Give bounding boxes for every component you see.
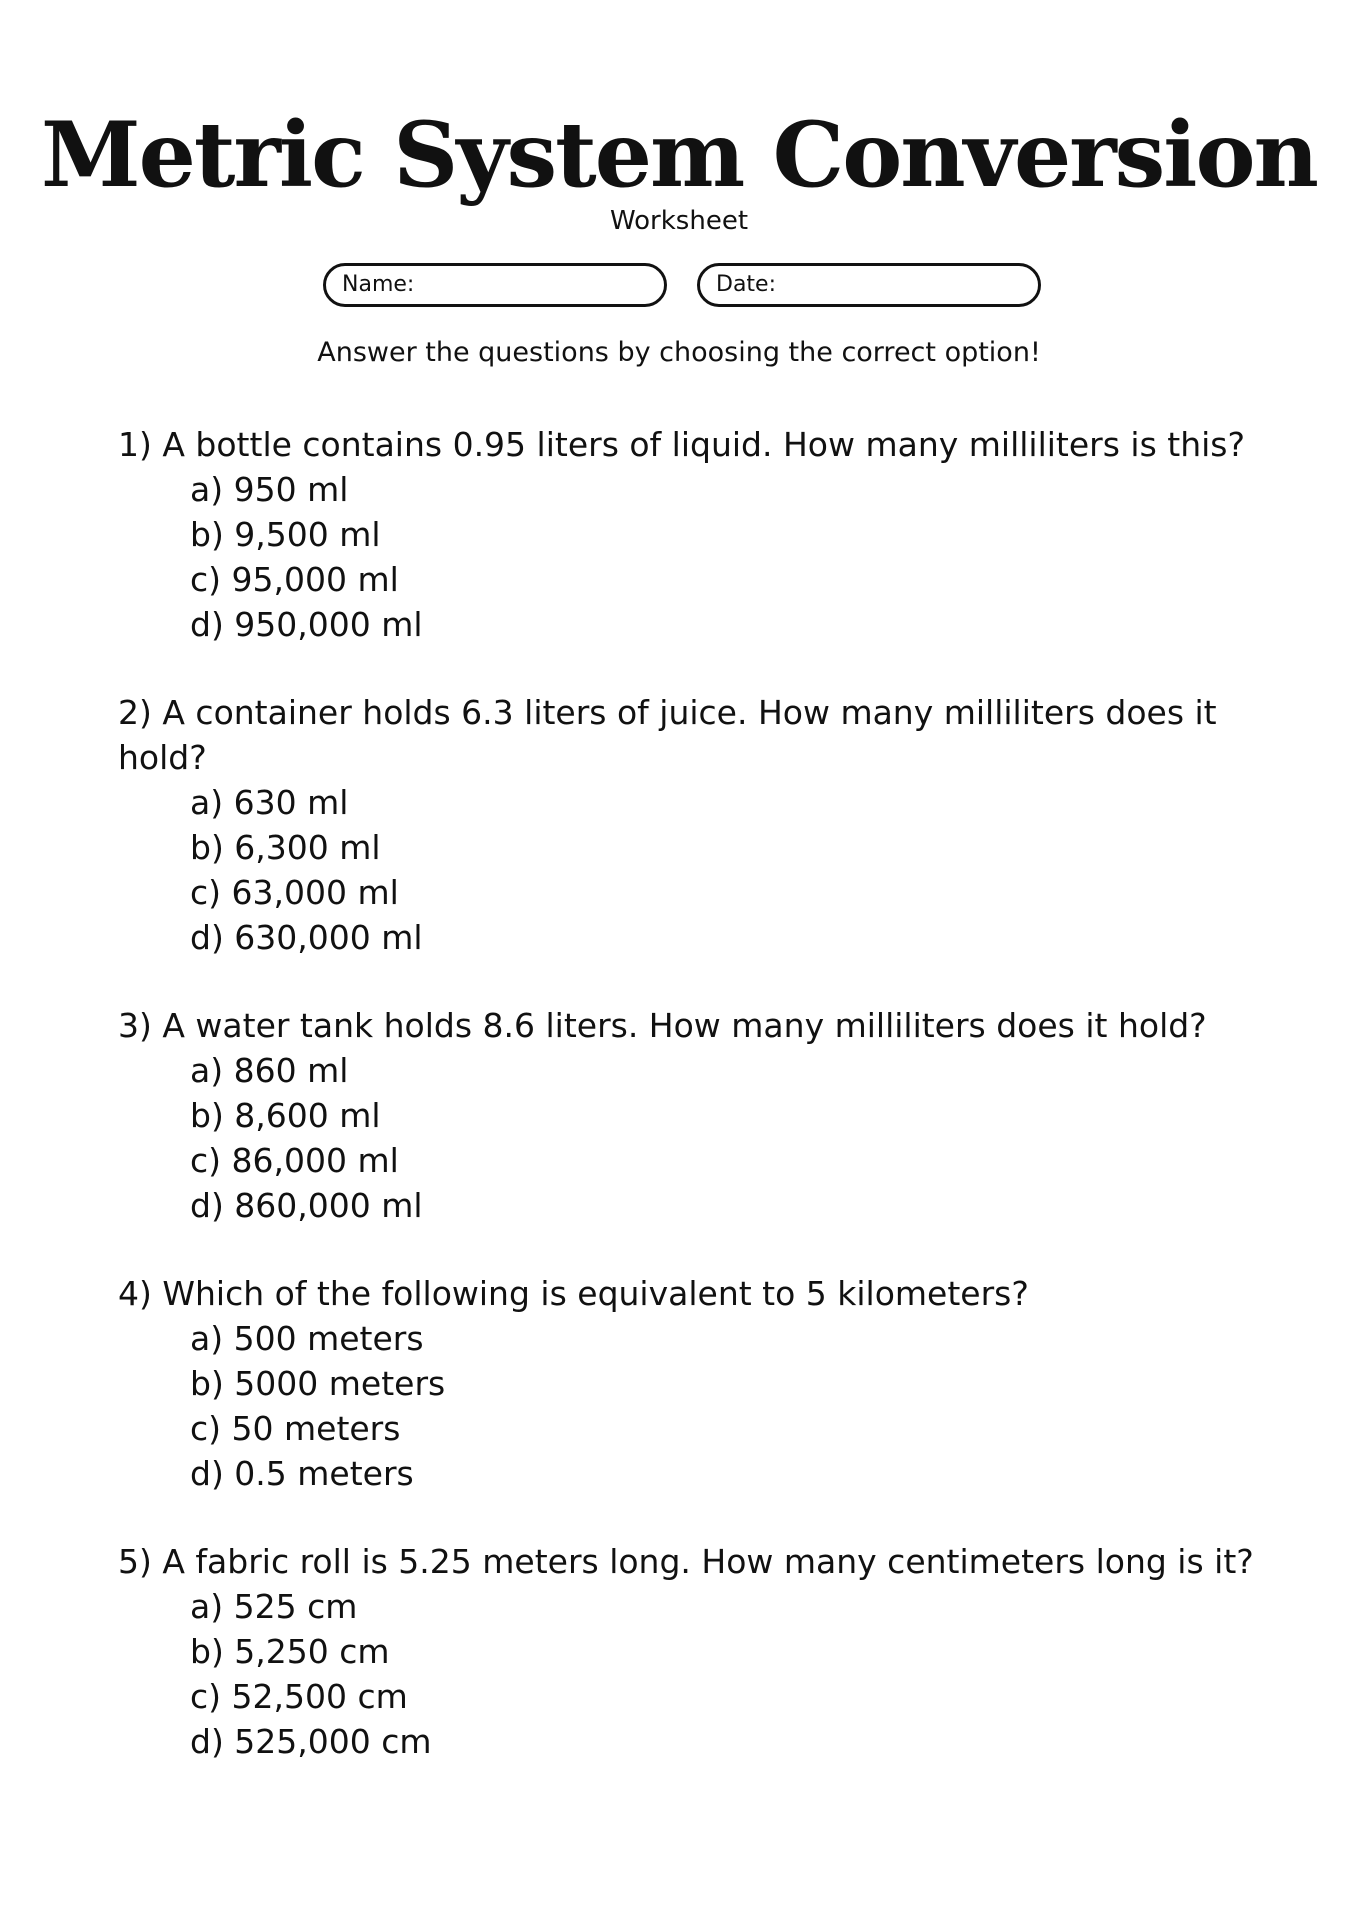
question-text: 1) A bottle contains 0.95 liters of liquid. How many milliliters is this? [118, 425, 1245, 464]
option-list [118, 1584, 1258, 1764]
option-list [118, 1048, 1258, 1228]
option-d: d) 630,000 ml [190, 918, 423, 957]
option-b: b) 6,300 ml [190, 828, 381, 867]
option-a: a) 860 ml [190, 1051, 349, 1090]
question-2 [118, 690, 1258, 960]
option-c: c) 86,000 ml [190, 1141, 399, 1180]
option-list [118, 780, 1258, 960]
question-text: 2) A container holds 6.3 liters of juice. How many milliliters does it hold? [118, 693, 1217, 777]
option-a: a) 525 cm [190, 1587, 358, 1626]
option-b: b) 5000 meters [190, 1364, 446, 1403]
option-c: c) 52,500 cm [190, 1677, 408, 1716]
question-text: 4) Which of the following is equivalent to 5 kilometers? [118, 1274, 1029, 1313]
question-text: 5) A fabric roll is 5.25 meters long. How many centimeters long is it? [118, 1542, 1254, 1581]
instructions-text: Answer the questions by choosing the correct option! [317, 337, 1041, 368]
option-b: b) 5,250 cm [190, 1632, 390, 1671]
question-1 [118, 422, 1258, 647]
option-b: b) 9,500 ml [190, 515, 381, 554]
date-field[interactable] [697, 263, 1041, 307]
option-list [118, 467, 1258, 647]
name-field[interactable] [323, 263, 667, 307]
option-a: a) 950 ml [190, 470, 349, 509]
question-5 [118, 1539, 1258, 1764]
option-c: c) 63,000 ml [190, 873, 399, 912]
question-text: 3) A water tank holds 8.6 liters. How many milliliters does it hold? [118, 1006, 1207, 1045]
option-d: d) 860,000 ml [190, 1186, 423, 1225]
option-d: d) 525,000 cm [190, 1722, 432, 1761]
option-a: a) 630 ml [190, 783, 349, 822]
option-list [118, 1316, 1258, 1496]
page-subtitle: Worksheet [609, 206, 749, 236]
question-4 [118, 1271, 1258, 1496]
option-b: b) 8,600 ml [190, 1096, 381, 1135]
question-3 [118, 1003, 1258, 1228]
page-title: Metric System Conversion [41, 102, 1317, 208]
option-d: d) 0.5 meters [190, 1454, 414, 1493]
option-d: d) 950,000 ml [190, 605, 423, 644]
name-field-label: Name: [342, 272, 415, 297]
option-c: c) 50 meters [190, 1409, 401, 1448]
date-field-label: Date: [716, 272, 776, 297]
question-list [118, 422, 1258, 1807]
option-a: a) 500 meters [190, 1319, 424, 1358]
option-c: c) 95,000 ml [190, 560, 399, 599]
